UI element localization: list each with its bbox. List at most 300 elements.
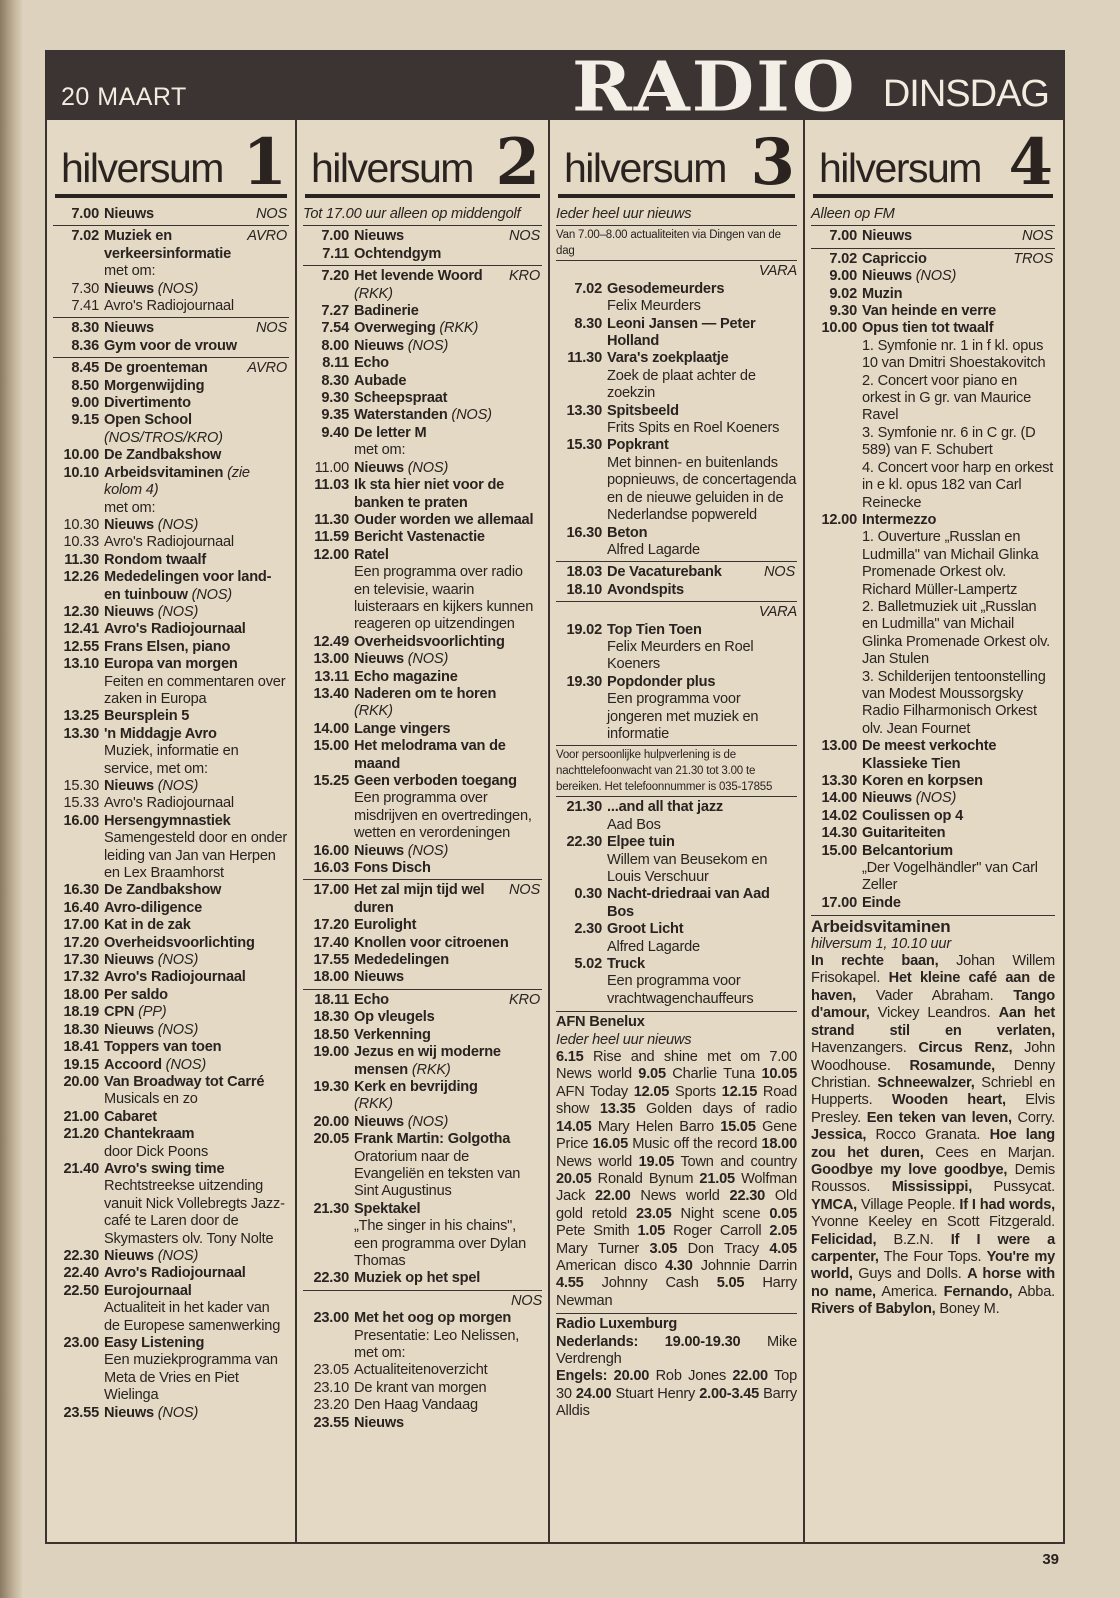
program-title: De Zandbakshow (104, 882, 222, 899)
program-title: Beton (607, 524, 648, 541)
program-time: 13.40 (313, 685, 349, 702)
block-segment: Vader Abraham. (856, 987, 1014, 1004)
program-note: (NOS) (407, 651, 449, 668)
station-name: hilversum (819, 145, 981, 191)
program-title: Badinerie (354, 303, 419, 320)
program-entry (811, 303, 1055, 320)
program-description: Felix Meurders (607, 298, 701, 315)
notice-text: Voor persoonlijke hulpverlening is de nachttelefoonwacht van 21.30 tot 3.00 te bereiken. Het telefoonnummer is 035-17855 (556, 745, 797, 797)
block-segment: Denny Christian. (811, 1057, 1055, 1091)
program-description: 3. Schilderijen tentoonstelling van Modest Moussorgsky Radio Filharmonisch Orkest olv. Jean Fournet (862, 668, 1046, 737)
program-time: 7.41 (71, 298, 99, 315)
program-time: 16.00 (313, 842, 349, 859)
program-title: Op vleugels (354, 1009, 435, 1026)
program-note: (NOS) (157, 952, 199, 969)
program-entry (53, 1248, 289, 1265)
info-block (811, 915, 1055, 1318)
program-time: 23.55 (63, 1404, 99, 1421)
program-title: Waterstanden (354, 407, 448, 424)
program-time: 18.41 (63, 1039, 99, 1056)
program-title: Nieuws (354, 1414, 404, 1431)
program-entry (303, 1310, 542, 1362)
program-title: Hersengymnastiek (104, 812, 231, 829)
block-highlight: Mississippi, (891, 1179, 973, 1196)
block-segment: Johan Willem Frisokapel. (811, 953, 1056, 987)
program-title: De meest verkochte Klassieke Tien (862, 738, 997, 772)
program-title: Actualiteitenoverzicht (354, 1362, 488, 1379)
block-segment: Stuart Henry (611, 1385, 700, 1402)
program-title: Avro's Radiojournaal (104, 969, 246, 986)
program-time: 12.00 (821, 511, 857, 528)
program-entry (303, 969, 542, 986)
block-segment: Vickey Leandros. (869, 1005, 999, 1022)
program-entry (53, 412, 289, 447)
program-title: Geen verboden toegang (354, 773, 517, 789)
program-entry (303, 373, 542, 390)
program-time: 17.40 (313, 934, 349, 951)
program-list (556, 206, 797, 1421)
block-segment: B.Z.N. (876, 1231, 951, 1248)
program-entry (53, 447, 289, 464)
program-entry (303, 303, 542, 320)
program-description: Alfred Lagarde (607, 938, 700, 955)
program-time: 13.30 (63, 725, 99, 742)
program-time: 19.30 (313, 1078, 349, 1095)
program-note: (PP) (138, 1004, 167, 1021)
program-description: 1. Symfonie nr. 1 in f kl. opus 10 van Dmitri Shoestakovitch (862, 337, 1046, 372)
program-entry (303, 225, 542, 245)
program-time: 10.00 (821, 320, 857, 337)
program-title: Echo (354, 355, 389, 372)
program-time: 7.02 (71, 228, 99, 245)
program-title: Muziek op het spel (354, 1270, 481, 1287)
station-header (55, 120, 287, 198)
program-title: Easy Listening (104, 1335, 205, 1351)
program-time: 13.10 (63, 656, 99, 673)
program-title: Van heinde en verre (862, 303, 997, 320)
program-time: 8.30 (321, 372, 349, 389)
program-time: 9.40 (321, 424, 349, 441)
block-highlight: Circus Renz, (918, 1040, 1013, 1057)
program-note: (NOS) (915, 268, 957, 285)
block-highlight: A horse with no name, (811, 1266, 1055, 1300)
program-entry (53, 882, 289, 899)
program-time: 7.54 (321, 320, 349, 337)
program-time: 11.00 (314, 459, 349, 476)
block-segment: Corry. (1011, 1109, 1055, 1126)
program-description: Een programma over misdrijven en overtredingen, wetten en verordeningen (354, 790, 532, 842)
program-entry (303, 1415, 542, 1432)
program-title: Divertimento (104, 395, 191, 412)
block-highlight: 1.05 (637, 1223, 666, 1240)
program-entry (303, 651, 542, 668)
program-time: 23.20 (313, 1397, 349, 1414)
block-heading: Radio Luxemburg (556, 1316, 678, 1333)
program-time: 11.30 (64, 551, 99, 568)
block-segment: Roger Carroll (665, 1223, 770, 1240)
block-highlight: 14.05 (556, 1118, 592, 1135)
program-title: Ik sta hier niet voor de banken te praten (354, 477, 505, 511)
program-title: Mededelingen (354, 952, 449, 969)
program-title: De groenteman (104, 360, 208, 377)
block-segment: Barry Alldis (556, 1385, 797, 1420)
block-segment: Havenzangers. (811, 1040, 919, 1057)
program-entry (303, 773, 542, 843)
program-entry (303, 686, 542, 721)
block-highlight: 22.30 (729, 1188, 766, 1205)
program-title: Het levende Woord (354, 268, 483, 285)
program-title: Truck (607, 956, 645, 973)
program-title: Met het oog op morgen (354, 1310, 512, 1327)
program-time: 17.00 (313, 882, 349, 899)
program-description: Een programma voor jongeren met muziek en informatie (607, 691, 759, 742)
program-title: Elpee tuin (607, 834, 675, 851)
block-segment: Johnnie Darrin (692, 1257, 797, 1274)
program-note: (NOS) (157, 1247, 199, 1264)
program-entry (303, 407, 542, 424)
block-highlight: 21.05 (699, 1170, 735, 1187)
block-highlight: Nederlands: 19.00-19.30 (556, 1333, 741, 1350)
station-header (305, 120, 540, 198)
program-title: Avro's Radiojournaal (104, 621, 246, 638)
program-entry (53, 206, 289, 223)
program-time: 8.11 (322, 355, 349, 372)
program-entry (53, 1335, 289, 1405)
program-title: Avro's Radiojournaal (104, 534, 234, 551)
program-description: Zoek de plaat achter de zoekzin (607, 367, 756, 402)
program-note: (NOS) (407, 1113, 449, 1130)
program-time: 7.11 (322, 245, 349, 262)
program-time: 21.30 (313, 1200, 349, 1217)
program-time: 10.33 (63, 534, 99, 551)
program-entry (303, 265, 542, 303)
block-segment: Mary Turner (556, 1240, 650, 1257)
program-description: 1. Ouverture „Russlan en Ludmilla" van Michail Glinka Promenade Orkest olv. Richard Müller-Lampertz (862, 529, 1039, 598)
program-note: (NOS/TROS/KRO) (104, 429, 223, 446)
program-time: 20.05 (313, 1131, 349, 1148)
program-title: Ratel (354, 546, 389, 563)
block-highlight: 6.15 (556, 1049, 584, 1066)
block-segment: Harry Newman (556, 1275, 797, 1309)
block-highlight: You're my world, (811, 1248, 1056, 1283)
block-highlight: If I were a carpenter, (811, 1231, 1055, 1265)
block-highlight: 22.00 (595, 1188, 631, 1205)
header-day: DINSDAG (882, 73, 1049, 115)
program-title: Naderen om te horen (354, 685, 497, 702)
broadcaster-tag: NOS (508, 228, 540, 245)
block-segment: Demis Roussos. (811, 1161, 1055, 1196)
block-segment: News world (556, 1153, 639, 1170)
program-note: (NOS) (157, 1404, 199, 1421)
program-note: (NOS) (407, 842, 449, 859)
program-description: Met binnen- en buitenlands popnieuws, de concertagenda en de nieuwe geluiden in de Nederlandse popwereld (607, 454, 797, 524)
program-title: Spitsbeeld (607, 402, 679, 419)
block-highlight: Hoe lang zou het duren, (811, 1127, 1055, 1161)
program-description: Presentatie: Leo Nelissen, met om: (354, 1327, 520, 1361)
page-fold (0, 0, 22, 1598)
program-entry (303, 512, 542, 529)
program-entry (303, 425, 542, 460)
block-highlight: Rosamunde, (909, 1057, 996, 1074)
program-title: Overweging (354, 320, 436, 337)
program-title: Nieuws (862, 268, 912, 285)
program-title: Vara's zoekplaatje (607, 350, 729, 367)
program-time: 11.30 (567, 350, 602, 367)
program-title: Echo (354, 991, 389, 1008)
program-title: Capriccio (862, 250, 927, 267)
program-entry (303, 935, 542, 952)
program-time: 8.00 (321, 337, 349, 354)
program-time: 10.30 (63, 516, 99, 533)
program-entry (53, 639, 289, 656)
program-time: 18.10 (566, 581, 602, 598)
program-time: 18.30 (313, 1009, 349, 1026)
program-title: Europa van morgen (104, 656, 238, 673)
program-time: 18.50 (313, 1026, 349, 1043)
program-note: (NOS) (407, 337, 449, 354)
program-title: Beursplein 5 (104, 708, 190, 725)
program-time: 8.36 (71, 337, 99, 354)
station-header (558, 120, 795, 198)
program-title: Groot Licht (607, 921, 684, 938)
program-time: 12.30 (63, 603, 99, 620)
program-time: 16.00 (63, 812, 99, 829)
program-time: 19.02 (566, 621, 602, 638)
program-entry (303, 1027, 542, 1044)
station-name: hilversum (61, 145, 223, 191)
block-segment: Gene Price (556, 1118, 797, 1153)
program-time: 15.00 (821, 842, 857, 859)
program-time: 8.30 (71, 320, 99, 337)
program-title: Morgenwijding (104, 377, 205, 394)
column-intro: Tot 17.00 uur alleen op middengolf (303, 206, 521, 222)
program-description: Een muziekprogramma van Meta de Vries en Piet Wielinga (104, 1352, 278, 1404)
program-title: De letter M (354, 424, 427, 441)
program-entry (53, 656, 289, 708)
program-title: Lange vingers (354, 720, 451, 737)
program-entry (303, 246, 542, 263)
program-entry (303, 843, 542, 860)
program-time: 7.00 (321, 228, 349, 245)
program-title: Nieuws (104, 1404, 154, 1421)
program-entry (53, 569, 289, 604)
program-entry (303, 547, 542, 634)
program-description: Aad Bos (607, 816, 661, 833)
block-segment: Golden days of radio (635, 1101, 797, 1118)
program-entry (303, 1114, 542, 1131)
block-subheading: hilversum 1, 10.10 uur (811, 935, 951, 952)
block-highlight: 5.05 (716, 1275, 745, 1292)
block-text (556, 1334, 797, 1421)
block-segment: Top 30 (556, 1368, 797, 1402)
program-time: 7.27 (321, 303, 349, 320)
program-entry (53, 952, 289, 969)
program-title: Leoni Jansen — Peter Holland (607, 315, 756, 350)
program-time: 7.30 (71, 280, 99, 297)
program-entry (303, 460, 542, 477)
program-time: 20.00 (313, 1113, 349, 1130)
block-segment: The Four Tops. (878, 1248, 987, 1265)
program-title: Per saldo (104, 986, 168, 1003)
radio-listing-page (45, 46, 1065, 1568)
program-title: Nieuws (104, 603, 154, 620)
program-entry (53, 338, 289, 355)
program-title: Het melodrama van de maand (354, 738, 506, 772)
program-time: 22.50 (63, 1282, 99, 1299)
program-description: Een programma over radio en televisie, waarin luisteraars en kijkers kunnen reageren op uitzendingen (354, 564, 534, 633)
program-entry (811, 895, 1055, 912)
program-title: Avro's Radiojournaal (104, 298, 234, 315)
program-entry (53, 378, 289, 395)
program-title: Chantekraam (104, 1126, 195, 1143)
program-note: (NOS) (157, 778, 199, 794)
program-entry (556, 561, 797, 581)
program-time: 21.00 (63, 1108, 99, 1125)
program-note: (RKK) (411, 1061, 451, 1078)
program-time: 23.00 (63, 1335, 99, 1351)
program-title: Nieuws (354, 228, 404, 245)
program-time: 15.30 (566, 437, 602, 454)
block-highlight: 4.05 (769, 1240, 797, 1257)
program-time: 22.40 (63, 1265, 99, 1282)
block-highlight: 2.05 (769, 1223, 798, 1240)
block-segment: Mary Helen Barro (591, 1118, 721, 1135)
program-title: Toppers van toen (104, 1039, 222, 1056)
program-title: Arbeidsvitaminen (104, 464, 224, 481)
program-time: 8.50 (71, 377, 99, 394)
program-time: 9.00 (829, 268, 857, 285)
block-highlight: Aan het strand stil en verlaten, (811, 1005, 1055, 1039)
program-entry (53, 795, 289, 812)
block-highlight: Tango d'amour, (811, 987, 1055, 1022)
block-highlight: If I had words, (959, 1196, 1056, 1213)
program-title: Ouder worden we allemaal (354, 511, 534, 528)
program-time: 21.20 (63, 1126, 99, 1143)
block-highlight: Wooden heart, (891, 1092, 1006, 1109)
block-highlight: Rivers of Babylon, (811, 1301, 936, 1318)
program-title: Spektakel (354, 1200, 421, 1217)
program-title: Top Tien Toen (607, 621, 702, 638)
program-description: 2. Balletmuziek uit „Russlan en Ludmilla" van Michail Glinka Promenade Orkest olv. Jan Stulen (862, 598, 1050, 668)
block-segment: Elvis Presley. (811, 1092, 1056, 1126)
program-entry (811, 808, 1055, 825)
block-highlight: Het kleine café aan de haven, (811, 970, 1056, 1004)
program-entry (303, 390, 542, 407)
program-entry (303, 1044, 542, 1079)
program-note: (zie kolom 4) (104, 464, 250, 499)
program-entry (53, 1126, 289, 1161)
program-title: Het zal mijn tijd wel duren (354, 882, 485, 916)
program-time: 21.40 (63, 1160, 99, 1177)
program-entry (303, 320, 542, 337)
program-description: met om: (104, 263, 156, 280)
program-entry (303, 721, 542, 738)
station-columns (47, 120, 1063, 1568)
program-title: Scheepspraat (354, 390, 448, 407)
program-title: De Zandbakshow (104, 447, 222, 464)
broadcaster-tag: VARA (556, 601, 797, 621)
program-description: Samengesteld door en onder leiding van Jan van Herpen en Lex Braamhorst (104, 830, 288, 882)
program-description: Oratorium naar de Evangeliën en teksten van Sint Augustinus (354, 1148, 521, 1200)
block-highlight: Fernando, (943, 1283, 1013, 1300)
program-note: (NOS) (165, 1056, 207, 1073)
program-entry (53, 813, 289, 883)
program-time: 7.02 (829, 250, 857, 267)
program-note: (NOS) (191, 586, 232, 603)
program-entry (556, 350, 797, 402)
block-segment: Johnny Cash (583, 1275, 717, 1292)
program-title: Nieuws (354, 969, 404, 986)
program-entry (53, 1265, 289, 1282)
program-entry (303, 989, 542, 1009)
program-time: 23.10 (313, 1379, 349, 1396)
program-title: Avro's swing time (104, 1160, 225, 1177)
program-entry (811, 286, 1055, 303)
program-entry (303, 1380, 542, 1397)
program-entry (811, 225, 1055, 245)
program-note: (NOS) (407, 459, 449, 476)
program-title: Overheidsvoorlichting (104, 934, 255, 951)
header-title: RADIO (572, 46, 857, 127)
program-entry (811, 248, 1055, 268)
program-time: 11.30 (314, 511, 349, 528)
program-entry (53, 395, 289, 412)
program-description: door Dick Poons (104, 1143, 209, 1160)
block-segment: Abba. (1012, 1283, 1055, 1300)
broadcaster-tag: AVRO (247, 228, 287, 245)
program-entry (53, 1004, 289, 1021)
program-title: Nieuws (354, 337, 404, 354)
broadcaster-tag: NOS (255, 206, 287, 222)
program-description: „Der Vogelhändler" van Carl Zeller (862, 860, 1038, 894)
broadcaster-tag: NOS (255, 320, 287, 337)
block-segment: Guys and Dolls. (852, 1266, 968, 1283)
program-title: Nieuws (104, 320, 154, 337)
program-time: 0.30 (574, 886, 602, 903)
program-entry (811, 268, 1055, 285)
program-time: 8.45 (71, 360, 99, 377)
block-highlight: 23.05 (636, 1205, 672, 1222)
program-entry (53, 1283, 289, 1335)
block-segment: Sports (669, 1083, 722, 1100)
program-time: 9.30 (829, 303, 857, 320)
program-time: 20.00 (63, 1073, 99, 1090)
program-time: 2.30 (574, 921, 602, 938)
block-highlight: In rechte baan, (811, 953, 939, 970)
block-segment: Cees en Marjan. (923, 1144, 1055, 1161)
program-entry (53, 357, 289, 377)
program-entry (53, 552, 289, 569)
program-time: 15.00 (313, 738, 349, 755)
block-highlight: 4.55 (556, 1275, 584, 1292)
program-entry (53, 1057, 289, 1074)
block-highlight: 10.05 (761, 1066, 797, 1083)
program-entry (53, 1039, 289, 1056)
program-entry (303, 1397, 542, 1414)
block-text (811, 953, 1055, 1319)
block-text (556, 1049, 797, 1310)
program-entry (303, 1270, 542, 1287)
program-entry (303, 529, 542, 546)
program-time: 12.00 (313, 546, 349, 563)
program-entry (303, 1079, 542, 1114)
program-time: 11.59 (314, 529, 349, 546)
block-highlight: 0.05 (769, 1205, 797, 1222)
program-title: Nieuws (862, 228, 912, 245)
program-entry (811, 773, 1055, 790)
station-header (813, 120, 1053, 198)
program-note: (RKK) (354, 1096, 393, 1113)
